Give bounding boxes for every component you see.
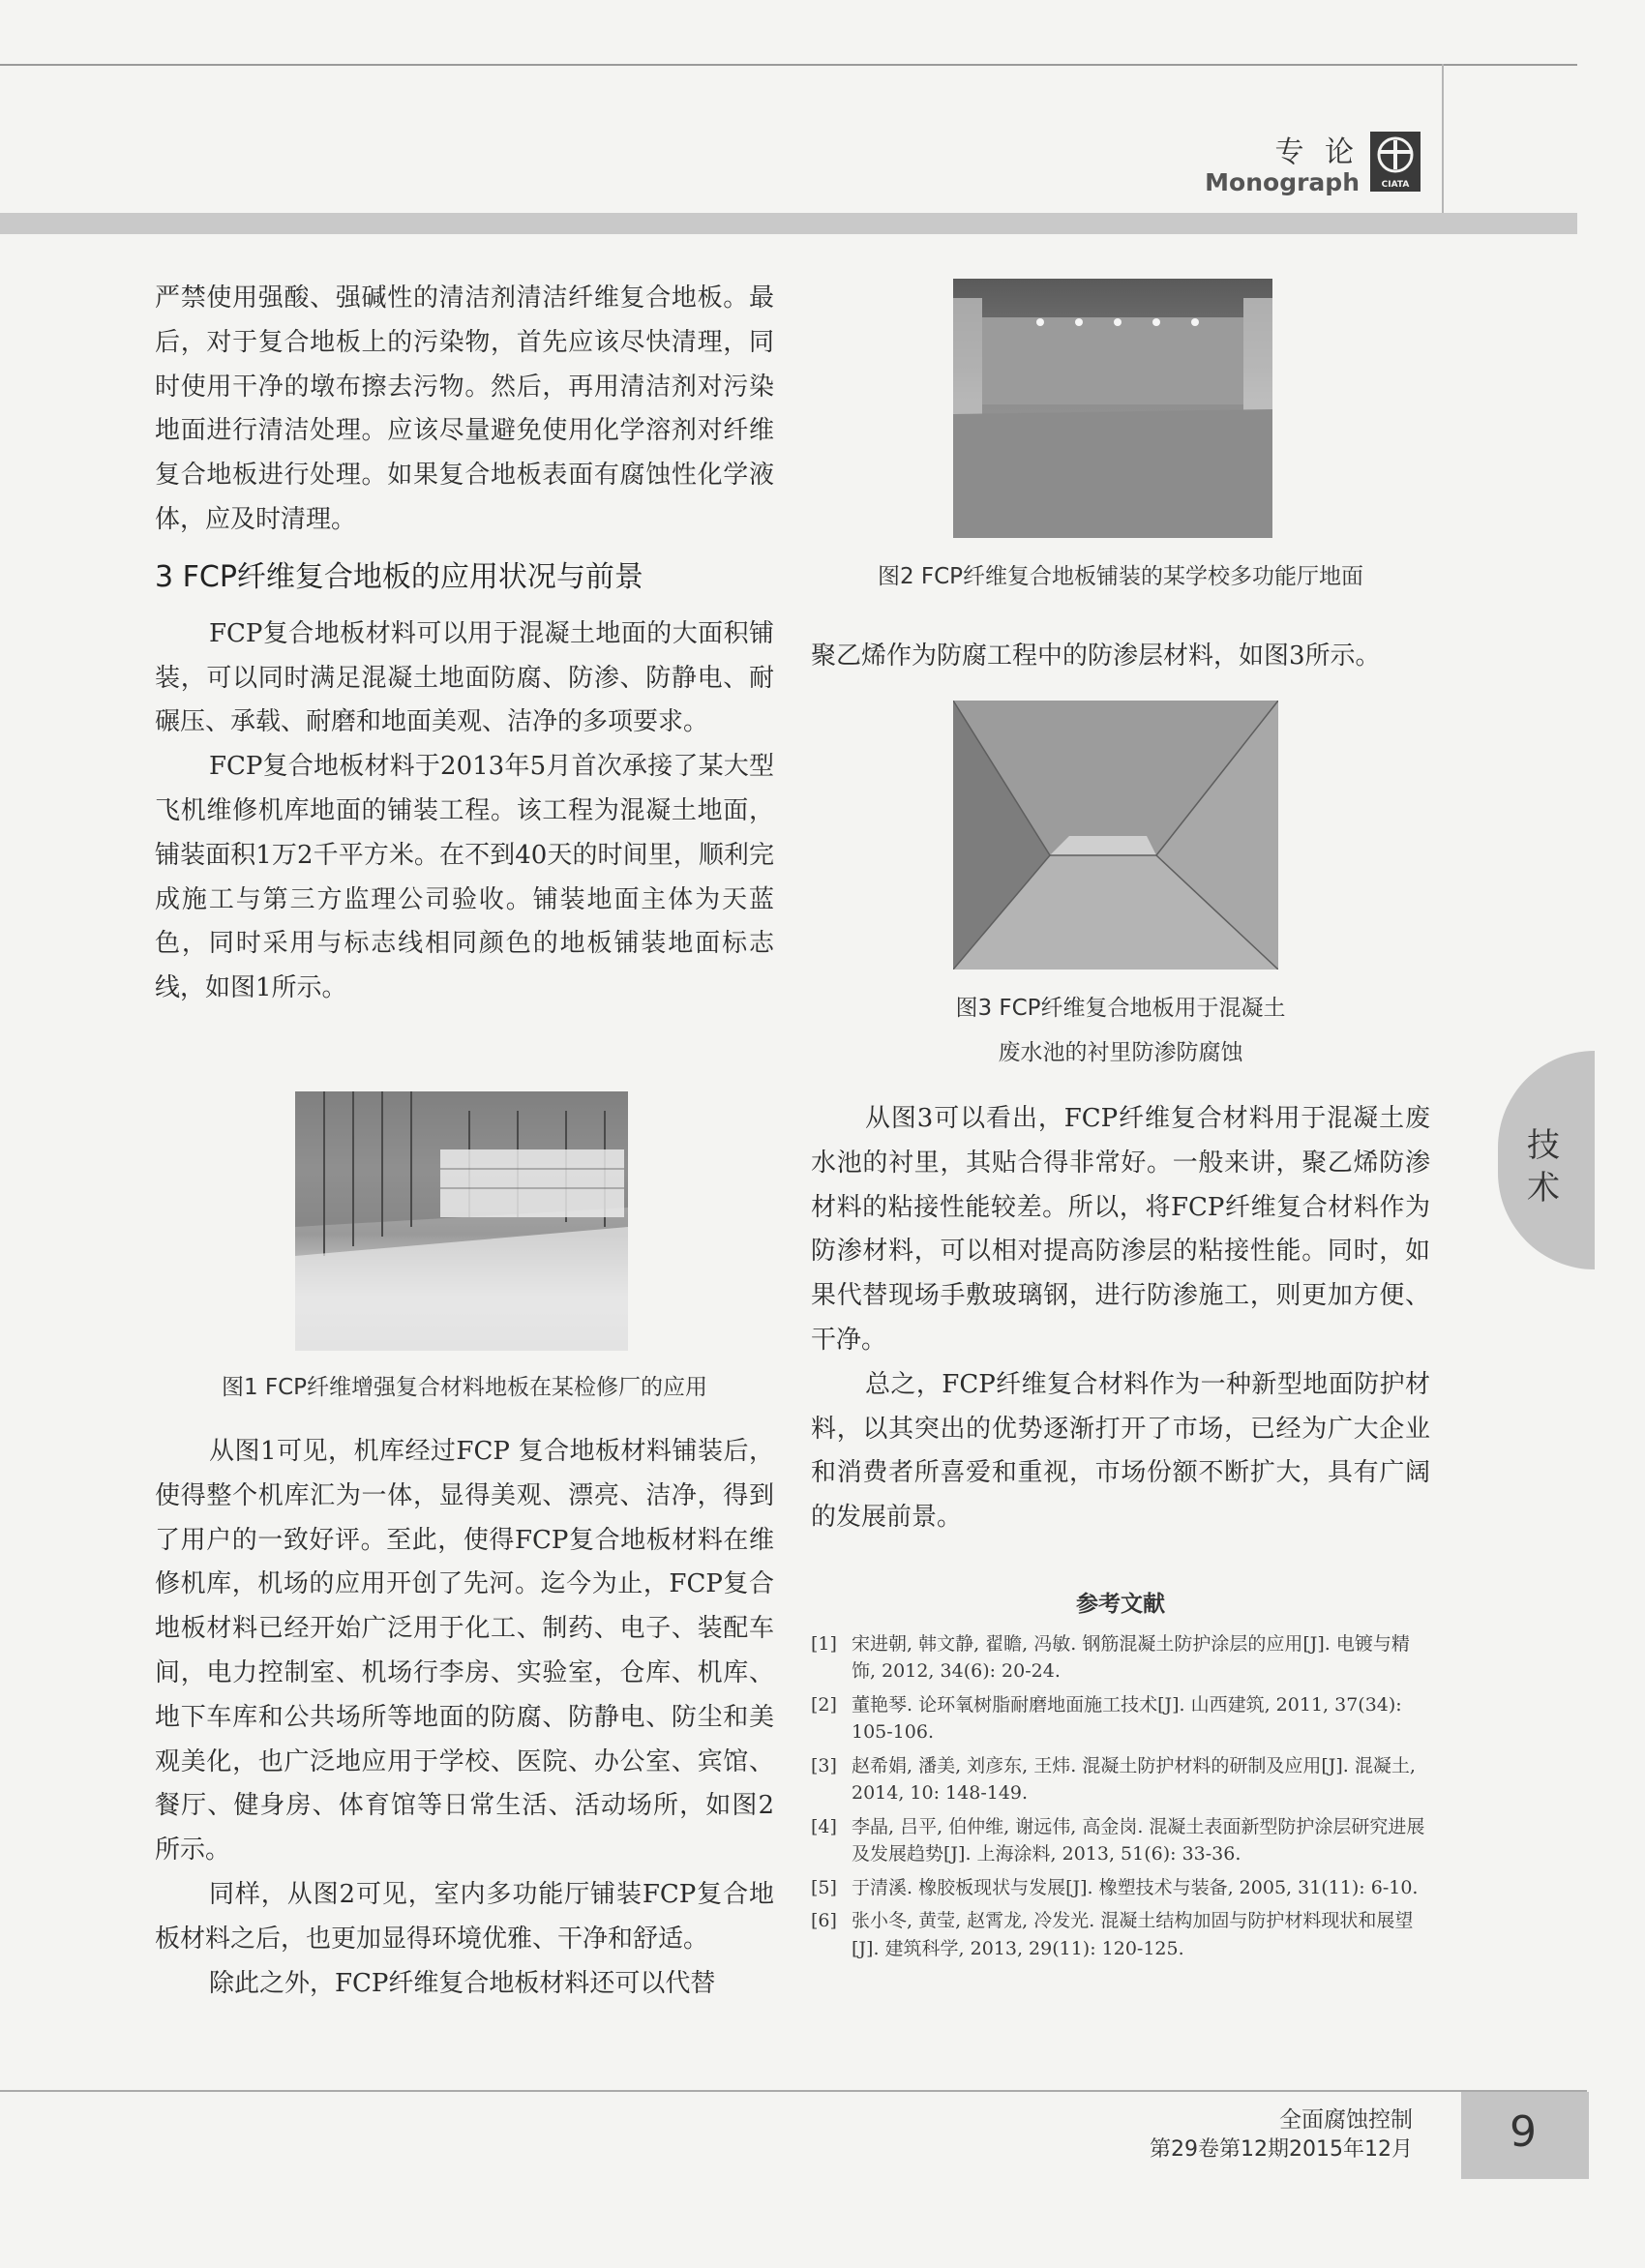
section-label-en: Monograph [1205,168,1360,196]
side-section-tab [1498,1051,1595,1269]
figure-2-caption: 图2 FCP纤维复合地板铺装的某学校多功能厅地面 [877,564,1364,589]
body-paragraph: 除此之外，FCP纤维复合地板材料还可以代替 [209,1968,716,1998]
reference-text: 于清溪. 橡胶板现状与发展[J]. 橡塑技术与装备, 2005, 31(11): 6-10. [852,1876,1419,1898]
body-paragraph: 总之，FCP纤维复合材料作为一种新型地面防护材料，以其突出的优势逐渐打开了市场，已经为广大企业和消费者所喜爱和重视，市场份额不断扩大，具有广阔的发展前景。 [811,1369,1430,1533]
reference-item [811,1907,1430,1962]
body-paragraph: 从图3可以看出，FCP纤维复合材料用于混凝土废水池的衬里，其贴合得非常好。一般来讲，聚乙烯防渗材料的粘接性能较差。所以，将FCP纤维复合材料作为防渗材料，可以相对提高防渗层的粘接性能。同时，如果代替现场手敷玻璃钢，进行防渗施工，则更加方便、干净。 [811,1104,1430,1355]
reference-item [811,1813,1430,1868]
reference-text: 宋进朝, 韩文静, 翟瞻, 冯敏. 钢筋混凝土防护涂层的应用[J]. 电镀与精饰, 2012, 34(6): 20-24. [852,1632,1410,1682]
side-tab-char: 术 [1527,1169,1560,1208]
body-paragraph: 聚乙烯作为防腐工程中的防渗层材料，如图3所示。 [811,642,1381,671]
body-paragraph: 同样，从图2可见，室内多功能厅铺装FCP复合地板材料之后，也更加显得环境优雅、干净和舒适。 [155,1879,774,1954]
reference-number: [3] [811,1754,837,1776]
page-number: 9 [1510,2107,1537,2157]
figure-1-caption: 图1 FCP纤维增强复合材料地板在某检修厂的应用 [221,1375,708,1400]
logo-text: CIATA [1381,180,1410,190]
section-label-zh: 专 论 [1274,135,1360,169]
figure-3-caption-line2: 废水池的衬里防渗防腐蚀 [998,1040,1243,1065]
reference-item [811,1752,1430,1807]
issue-info: 第29卷第12期2015年12月 [1150,2137,1413,2162]
journal-title: 全面腐蚀控制 [1279,2107,1413,2133]
reference-text: 李晶, 吕平, 伯仲维, 谢远伟, 高金岗. 混凝土表面新型防护涂层研究进展及发展趋势[J]. 上海涂料, 2013, 51(6): 33-36. [852,1815,1425,1865]
reference-item [811,1691,1430,1746]
right-column-para [811,635,1430,679]
reference-text: 张小冬, 黄莹, 赵霄龙, 冷发光. 混凝土结构加固与防护材料现状和展望[J]. 建筑科学, 2013, 29(11): 120-125. [852,1910,1414,1959]
reference-number: [2] [811,1693,837,1716]
page-number-box [1461,2092,1589,2179]
reference-number: [5] [811,1876,837,1898]
figure-3-tank-photo [953,701,1278,970]
reference-item [811,1630,1430,1686]
reference-number: [6] [811,1910,837,1931]
body-paragraph: FCP复合地板材料可以用于混凝土地面的大面积铺装，可以同时满足混凝土地面防腐、防渗、防静电、耐碾压、承载、耐磨和地面美观、洁净的多项要求。 [155,618,774,737]
header-gray-band [0,213,1577,234]
reference-number: [4] [811,1815,837,1837]
reference-text: 董艳琴. 论环氧树脂耐磨地面施工技术[J]. 山西建筑, 2011, 37(34): 105-106. [852,1693,1402,1743]
figure-1-hangar-photo [295,1091,628,1351]
body-paragraph: 严禁使用强酸、强碱性的清洁剂清洁纤维复合地板。最后，对于复合地板上的污染物，首先应该尽快清理，同时使用干净的墩布擦去污物。然后，再用清洁剂对污染地面进行清洁处理。应该尽量避免使用化学溶剂对纤维复合地板进行处理。如果复合地板表面有腐蚀性化学液体，应及时清理。 [155,284,774,534]
ciata-logo [1370,132,1421,192]
section-title: 3 FCP纤维复合地板的应用状况与前景 [155,559,643,594]
left-column-bottom [155,1430,774,2006]
references [811,1591,1430,1968]
footer-rule [0,2090,1587,2092]
side-tab-char: 技 [1527,1126,1560,1165]
top-rule [0,64,1577,66]
reference-number: [1] [811,1632,837,1655]
reference-text: 赵希娟, 潘美, 刘彦东, 王炜. 混凝土防护材料的研制及应用[J]. 混凝土, 2014, 10: 148-149. [852,1754,1416,1804]
body-paragraph: FCP复合地板材料于2013年5月首次承接了某大型飞机维修机库地面的铺装工程。该工程为混凝土地面，铺装面积1万2千平方米。在不到40天的时间里，顺利完成施工与第三方监理公司验收。铺装地面主体为天蓝色，同时采用与标志线相同颜色的地板铺装地面标志线，如图1所示。 [155,752,774,1003]
figure-3-caption-line1: 图3 FCP纤维复合地板用于混凝土 [955,996,1286,1021]
references-title: 参考文献 [1076,1592,1165,1617]
figure-2-hall-photo [953,279,1272,538]
reference-item [811,1874,1430,1902]
left-column [155,277,774,1011]
header-vertical-rule [1442,64,1444,214]
right-column-body [811,1097,1430,1540]
body-paragraph: 从图1可见，机库经过FCP 复合地板材料铺装后，使得整个机库汇为一体，显得美观、漂亮、洁净，得到了用户的一致好评。至此，使得FCP复合地板材料在维修机库，机场的应用开创了先河。迄今为止，FCP复合地板材料已经开始广泛用于化工、制药、电子、装配车间，电力控制室、机场行李房、实验室，仓库、机库、地下车库和公共场所等地面的防腐、防静电、防尘和美观美化，也广泛地应用于学校、医院、办公室、宾馆、餐厅、健身房、体育馆等日常生活、活动场所，如图2所示。 [155,1437,774,1865]
